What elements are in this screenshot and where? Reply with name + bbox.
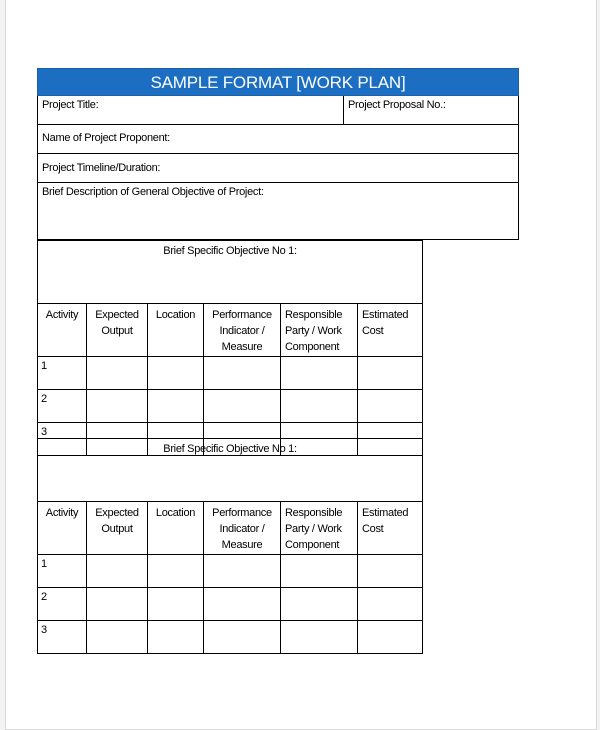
expected-output-cell (87, 621, 148, 654)
row-number: 1 (38, 555, 87, 588)
expected-output-cell (87, 555, 148, 588)
cost-cell (358, 390, 423, 423)
responsible-cell (281, 588, 358, 621)
general-objective-row (37, 183, 519, 240)
performance-cell (204, 588, 281, 621)
responsible-cell (281, 390, 358, 423)
row-number: 3 (38, 423, 87, 456)
general-objective-label: Brief Description of General Objective of Project: (42, 186, 264, 198)
header-estimated-cost: Estimated Cost (358, 304, 423, 357)
expected-output-cell (87, 588, 148, 621)
header-expected-output: Expected Output (87, 304, 148, 357)
timeline-row (37, 154, 519, 183)
cost-cell (358, 621, 423, 654)
location-cell (148, 357, 204, 390)
performance-cell (204, 621, 281, 654)
header-activity: Activity (38, 502, 87, 555)
performance-cell (204, 555, 281, 588)
objective-table-1 (37, 240, 423, 456)
expected-output-cell (87, 357, 148, 390)
specific-objective-label: Brief Specific Objective No 1: (38, 439, 423, 502)
header-estimated-cost: Estimated Cost (358, 502, 423, 555)
row-number: 3 (38, 621, 87, 654)
objective-table-2 (37, 438, 423, 654)
title-bar (37, 68, 519, 96)
project-title-row (37, 96, 519, 125)
row-number: 2 (38, 390, 87, 423)
location-cell (148, 621, 204, 654)
table-row (38, 621, 423, 654)
cost-cell (358, 555, 423, 588)
header-responsible-party: Responsible Party / Work Component (281, 304, 358, 357)
responsible-cell (281, 621, 358, 654)
header-activity: Activity (38, 304, 87, 357)
proponent-row (37, 125, 519, 154)
table-row (38, 357, 423, 390)
project-title-label: Project Title: (42, 99, 99, 111)
header-responsible-party: Responsible Party / Work Component (281, 502, 358, 555)
header-performance-indicator: Performance Indicator / Measure (204, 502, 281, 555)
cost-cell (358, 357, 423, 390)
header-expected-output: Expected Output (87, 502, 148, 555)
proponent-label: Name of Project Proponent: (42, 132, 170, 144)
project-proposal-label: Project Proposal No.: (348, 99, 446, 111)
header-location: Location (148, 304, 204, 357)
table-row (38, 588, 423, 621)
location-cell (148, 390, 204, 423)
row-number: 2 (38, 588, 87, 621)
divider (343, 96, 344, 124)
performance-cell (204, 357, 281, 390)
performance-cell (204, 390, 281, 423)
row-number: 1 (38, 357, 87, 390)
responsible-cell (281, 555, 358, 588)
form-title: SAMPLE FORMAT [WORK PLAN] (150, 73, 406, 92)
header-location: Location (148, 502, 204, 555)
specific-objective-label: Brief Specific Objective No 1: (38, 241, 423, 304)
expected-output-cell (87, 390, 148, 423)
timeline-label: Project Timeline/Duration: (42, 162, 161, 174)
responsible-cell (281, 357, 358, 390)
location-cell (148, 588, 204, 621)
location-cell (148, 555, 204, 588)
table-row (38, 555, 423, 588)
header-performance-indicator: Performance Indicator / Measure (204, 304, 281, 357)
cost-cell (358, 588, 423, 621)
table-row (38, 390, 423, 423)
